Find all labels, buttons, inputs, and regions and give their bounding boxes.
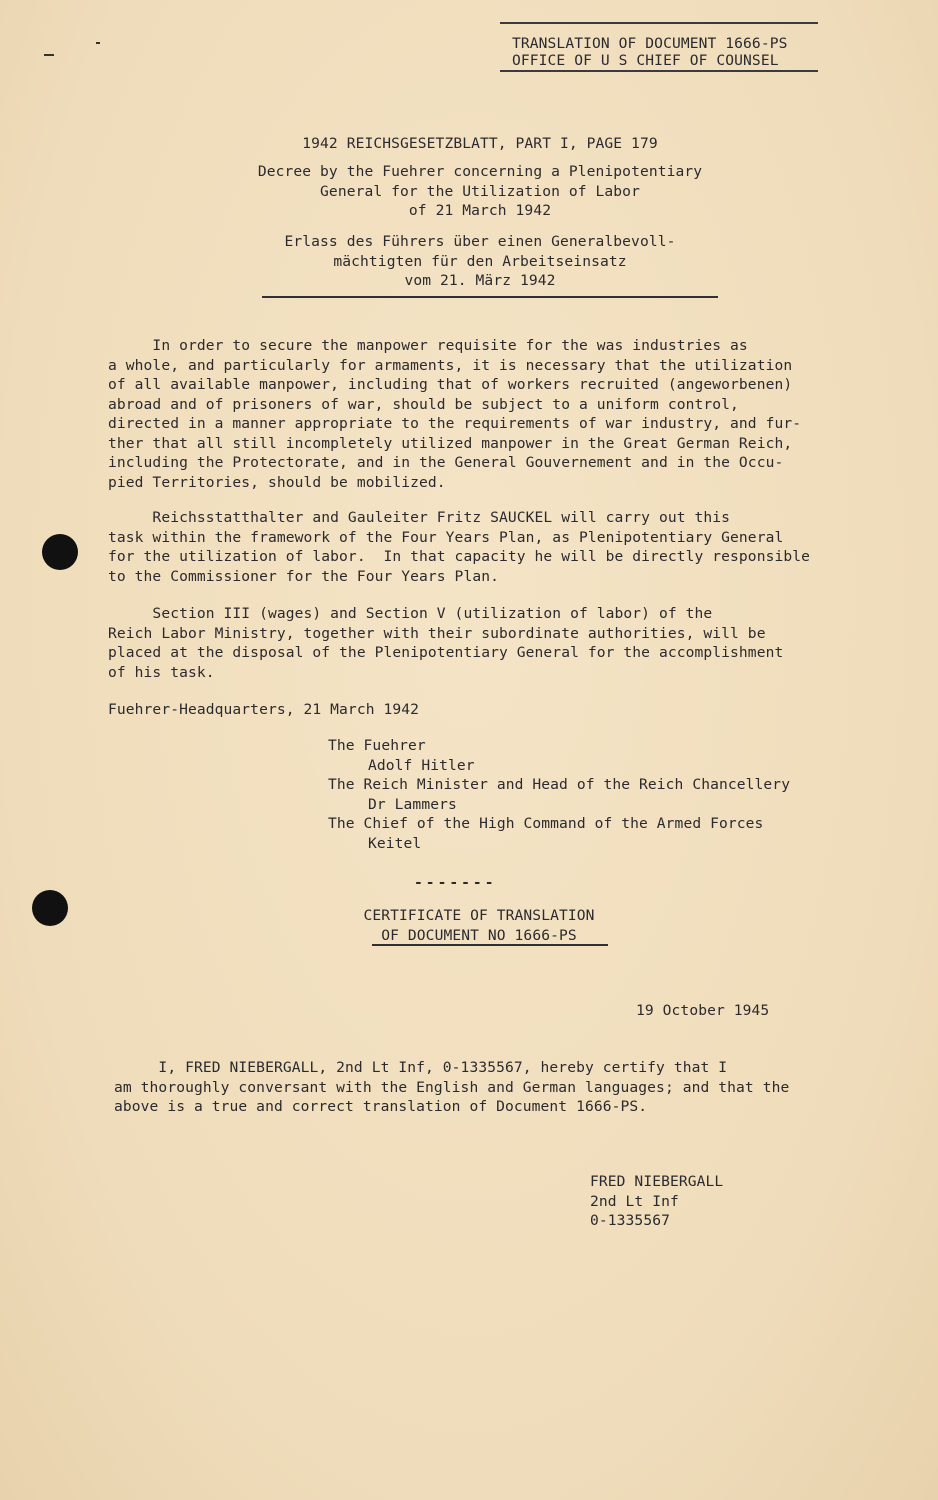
statement-line: I, FRED NIEBERGALL, 2nd Lt Inf, 0-1335567, hereby certify that I [114,1059,728,1076]
title-rule [262,296,718,298]
paragraph-line: Reichsstatthalter and Gauleiter Fritz SAUCKEL will carry out this [108,509,731,526]
statement-line: am thoroughly conversant with the English and German languages; and that the [114,1078,790,1096]
certificate-statement [114,1058,874,1117]
certificate-title [338,906,620,945]
certificate-rule [372,944,608,946]
punch-hole [42,534,78,570]
english-title-line: General for the Utilization of Labor [320,182,640,200]
translator-name: FRED NIEBERGALL [590,1173,724,1190]
paragraph-line: of his task. [108,663,215,681]
stray-mark [96,42,100,44]
signatory-title: The Reich Minister and Head of the Reich Chancellery [328,776,791,793]
paragraph-line: Reich Labor Ministry, together with their subordinate authorities, will be [108,624,766,642]
paragraph-line: a whole, and particularly for armaments, it is necessary that the utilization [108,356,793,374]
paragraph-sauckel [108,508,868,586]
place-date: Fuehrer-Headquarters, 21 March 1942 [108,701,420,718]
german-title-line: mächtigten für den Arbeitseinsatz [333,252,627,270]
paragraph-line: ther that all still incompletely utilized manpower in the Great German Reich, [108,434,793,452]
header-top-rule [500,22,818,24]
section-separator: ------- [414,874,497,891]
header-bottom-rule [500,70,818,72]
german-title-line: vom 21. März 1942 [404,272,556,289]
statement-line: above is a true and correct translation of Document 1666-PS. [114,1098,648,1115]
paragraph-line: pied Territories, should be mobilized. [108,473,446,491]
paragraph-line: including the Protectorate, and in the General Gouvernement and in the Occu- [108,454,784,471]
signatory-title: The Fuehrer [328,737,426,754]
paragraph-line: In order to secure the manpower requisite for the was industries as [108,337,748,354]
signatory-name: Keitel [368,834,422,852]
signatories [328,736,790,853]
german-title [200,232,760,291]
certificate-title-line: CERTIFICATE OF TRANSLATION [363,907,595,924]
translator-serial: 0-1335567 [590,1212,670,1229]
header-translation-line: TRANSLATION OF DOCUMENT 1666-PS [512,35,788,52]
header-office-line: OFFICE OF U S CHIEF OF COUNSEL [512,52,779,69]
english-title-line: of 21 March 1942 [408,202,552,219]
signatory-name: Dr Lammers [368,795,457,813]
paragraph-line: Section III (wages) and Section V (utilization of labor) of the [108,605,713,622]
paragraph-line: of all available manpower, including that of workers recruited (angeworbenen) [108,376,793,393]
signatory-name: Adolf Hitler [368,756,475,774]
translator-signature [590,1172,723,1231]
punch-hole [32,890,68,926]
source-citation: 1942 REICHSGESETZBLATT, PART I, PAGE 179 [302,135,658,152]
english-title [200,162,760,221]
english-title-line: Decree by the Fuehrer concerning a Plenipotentiary [257,163,703,180]
certificate-title-line: OF DOCUMENT NO 1666-PS [381,926,577,944]
signatory-title: The Chief of the High Command of the Armed Forces [328,815,764,832]
paragraph-manpower [108,336,868,492]
paragraph-line: directed in a manner appropriate to the requirements of war industry, and fur- [108,415,802,432]
paragraph-line: abroad and of prisoners of war, should be subject to a uniform control, [108,395,739,413]
paragraph-line: for the utilization of labor. In that capacity he will be directly responsible [108,548,811,565]
translator-rank: 2nd Lt Inf [590,1192,679,1210]
german-title-line: Erlass des Führers über einen Generalbevoll- [284,233,676,250]
certificate-date: 19 October 1945 [636,1002,770,1019]
paragraph-sections [108,604,868,682]
paragraph-line: task within the framework of the Four Years Plan, as Plenipotentiary General [108,528,784,546]
stray-mark [44,54,54,56]
paragraph-line: placed at the disposal of the Plenipotentiary General for the accomplishment [108,644,784,661]
paragraph-line: to the Commissioner for the Four Years Plan. [108,567,499,585]
